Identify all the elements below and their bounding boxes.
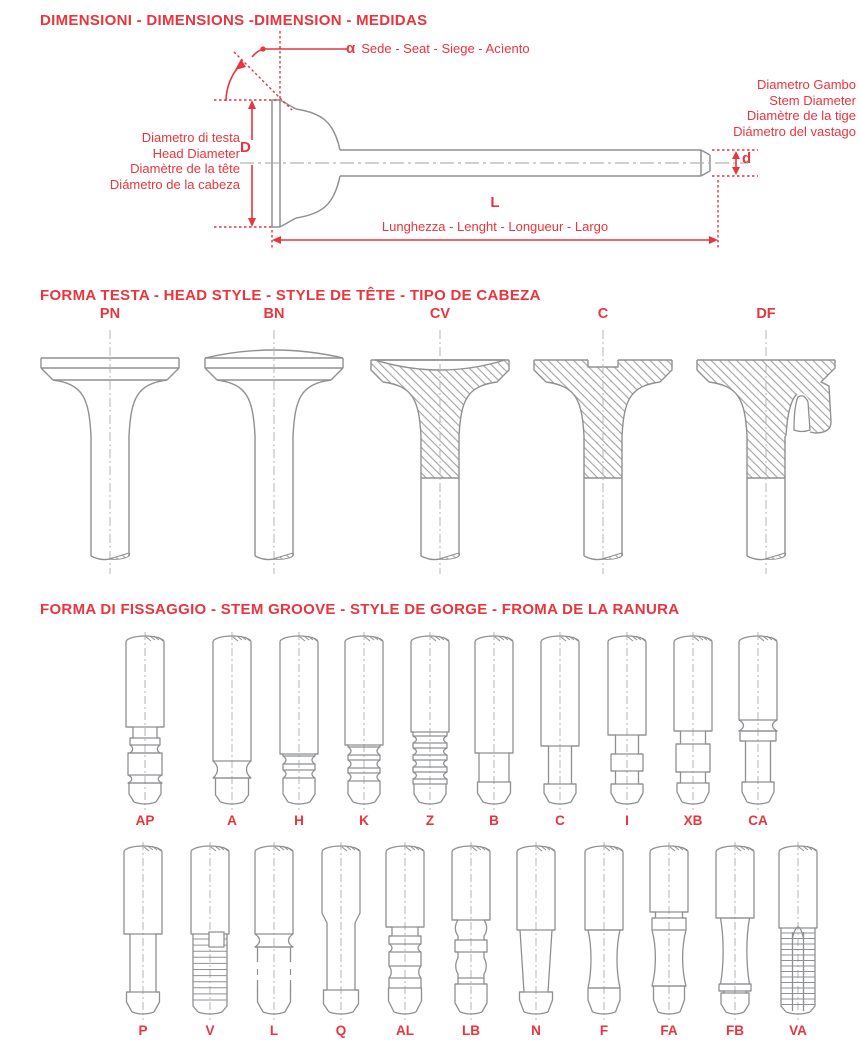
stem-figure-XB (669, 632, 717, 828)
length-symbol: L (490, 194, 500, 211)
stem-figure-FB (711, 842, 759, 1038)
stem-diameter-symbol: d (742, 150, 752, 167)
stem-figure-V (186, 842, 234, 1038)
stem-figure-H (275, 632, 323, 828)
stem-groove-label: LB (462, 1023, 480, 1038)
stem-figure-C (536, 632, 584, 828)
head-style-figure-DF (681, 306, 851, 584)
stem-figure-L (250, 842, 298, 1038)
stem-figure-AP (121, 632, 169, 828)
stem-figure-AL (381, 842, 429, 1038)
head-style-title: FORMA TESTA - HEAD STYLE - STYLE DE TÊTE - TIPO DE CABEZA (40, 287, 541, 304)
stem-groove-label: FA (660, 1023, 678, 1038)
stem-figure-A (208, 632, 256, 828)
stem-groove-label: I (625, 813, 629, 828)
stem-figure-F (580, 842, 628, 1038)
seat-angle-label (346, 40, 530, 57)
head-style-label: C (597, 306, 609, 322)
alpha-symbol: α (346, 40, 356, 57)
stem-figure-CA (734, 632, 782, 828)
head-style-label: PN (99, 306, 121, 322)
stem-groove-label: Q (335, 1023, 347, 1038)
stem-groove-label: A (227, 813, 237, 828)
head-style-label: DF (756, 306, 776, 322)
length-label: Lunghezza - Lenght - Longueur - Largo (381, 219, 609, 234)
head-style-figure-C (518, 306, 688, 584)
head-style-label: BN (263, 306, 285, 322)
stem-groove-label: K (359, 813, 369, 828)
stem-groove-label: CA (748, 813, 768, 828)
stem-groove-label: VA (789, 1023, 807, 1038)
stem-figure-FA (645, 842, 693, 1038)
stem-figure-N (512, 842, 560, 1038)
stem-figure-LB (447, 842, 495, 1038)
stem-groove-label: FB (726, 1023, 744, 1038)
head-diameter-symbol: D (240, 139, 251, 156)
stem-groove-label: F (599, 1023, 609, 1038)
stem-groove-label: AP (135, 813, 155, 828)
stem-groove-label: C (555, 813, 565, 828)
stem-figure-B (470, 632, 518, 828)
stem-groove-title: FORMA DI FISSAGGIO - STEM GROOVE - STYLE DE GORGE - FROMA DE LA RANURA (40, 601, 680, 618)
head-style-label: CV (429, 306, 451, 322)
stem-groove-label: AL (396, 1023, 414, 1038)
head-style-figure-PN (25, 306, 195, 584)
stem-figure-Z (406, 632, 454, 828)
stem-groove-label: V (205, 1023, 215, 1038)
stem-groove-label: B (489, 813, 499, 828)
stem-figure-K (340, 632, 388, 828)
stem-groove-label: H (294, 813, 304, 828)
head-style-figure-CV (355, 306, 525, 584)
stem-figure-P (119, 842, 167, 1038)
stem-figure-Q (317, 842, 365, 1038)
stem-groove-label: N (531, 1023, 541, 1038)
dimensions-title: DIMENSIONI - DIMENSIONS -DIMENSION - MEDIDAS (40, 12, 428, 29)
stem-groove-label: Z (425, 813, 435, 828)
stem-diameter-label: Diametro Gambo Stem Diameter Diamètre de la tige Diámetro del vastago (733, 77, 856, 139)
stem-groove-label: P (138, 1023, 148, 1038)
head-diameter-label: Diametro di testa Head Diameter Diamètre de la tête Diámetro de la cabeza (109, 130, 240, 192)
stem-groove-label: L (269, 1023, 279, 1038)
stem-groove-label: XB (683, 813, 703, 828)
seat-label-text: Sede - Seat - Siege - Acìento (361, 41, 530, 56)
stem-figure-I (603, 632, 651, 828)
head-style-figure-BN (189, 306, 359, 584)
stem-figure-VA (774, 842, 822, 1038)
